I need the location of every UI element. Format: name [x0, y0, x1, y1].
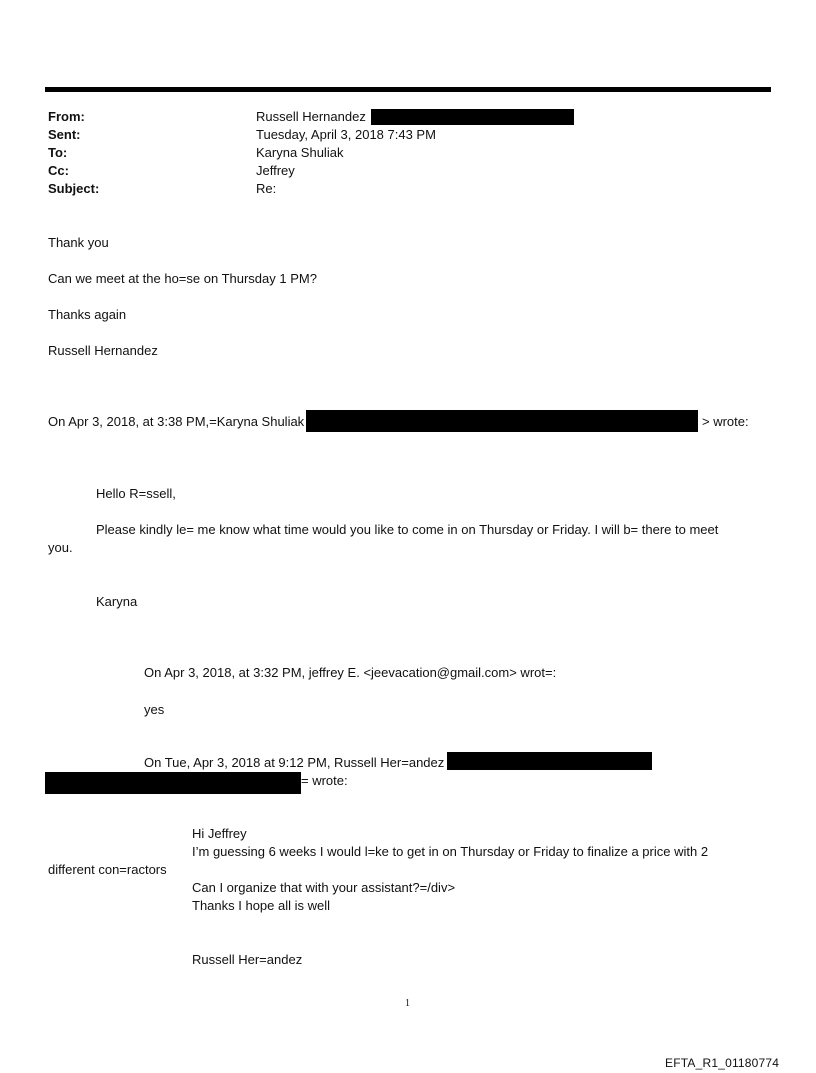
redaction-russell-email-2 [45, 772, 301, 794]
subject-label: Subject: [48, 181, 100, 196]
quote2-reply: yes [144, 702, 165, 717]
to-label: To: [48, 145, 68, 160]
header-rule [45, 87, 771, 92]
quote1-paragraph-line1: Please kindly le= me know what time would you like to come in on Thursday or Friday. I will b= there to meet [96, 522, 719, 537]
body-signature: Russell Hernandez [48, 343, 158, 358]
quote3-line1-wrap: different con=ractors [48, 862, 167, 877]
quote1-greeting: Hello R=ssell, [96, 486, 176, 501]
quote3-signature: Russell Her=andez [192, 952, 303, 967]
quote3-greeting: Hi Jeffrey [192, 826, 247, 841]
from-label: From: [48, 109, 85, 124]
quote3-line3: Thanks I hope all is well [192, 898, 331, 913]
body-line-thank-you: Thank you [48, 235, 109, 250]
bates-number: EFTA_R1_01180774 [665, 1056, 780, 1070]
cc-label: Cc: [48, 163, 69, 178]
quote2-attribution: On Apr 3, 2018, at 3:32 PM, jeffrey E. <jeevacation@gmail.com> wrot=: [144, 665, 557, 680]
quote3-line1: I’m guessing 6 weeks I would l=ke to get in on Thursday or Friday to finalize a price with 2 [192, 844, 709, 859]
quote1-signature: Karyna [96, 594, 138, 609]
body-line-thanks-again: Thanks again [48, 307, 127, 322]
quote3-attribution-end: = wrote: [301, 773, 348, 788]
redaction-karyna-email [306, 410, 698, 432]
cc-value: Jeffrey [256, 163, 295, 178]
to-value: Karyna Shuliak [256, 145, 344, 160]
sent-label: Sent: [48, 127, 81, 142]
body-line-meet: Can we meet at the ho=se on Thursday 1 PM? [48, 271, 317, 286]
page-number: 1 [405, 998, 410, 1009]
subject-value: Re: [256, 181, 277, 196]
sent-value: Tuesday, April 3, 2018 7:43 PM [256, 127, 436, 142]
redaction-from-email [371, 109, 574, 125]
quote1-attribution: On Apr 3, 2018, at 3:38 PM,=Karyna Shuliak [48, 414, 305, 429]
quote3-line2: Can I organize that with your assistant?=/div> [192, 880, 456, 895]
quote1-attribution-end: > wrote: [702, 414, 749, 429]
quote1-paragraph-line2: you. [48, 540, 73, 555]
redaction-russell-email-1 [447, 752, 652, 770]
quote3-attribution: On Tue, Apr 3, 2018 at 9:12 PM, Russell Her=andez [144, 755, 445, 770]
from-value: Russell Hernandez [256, 109, 366, 124]
